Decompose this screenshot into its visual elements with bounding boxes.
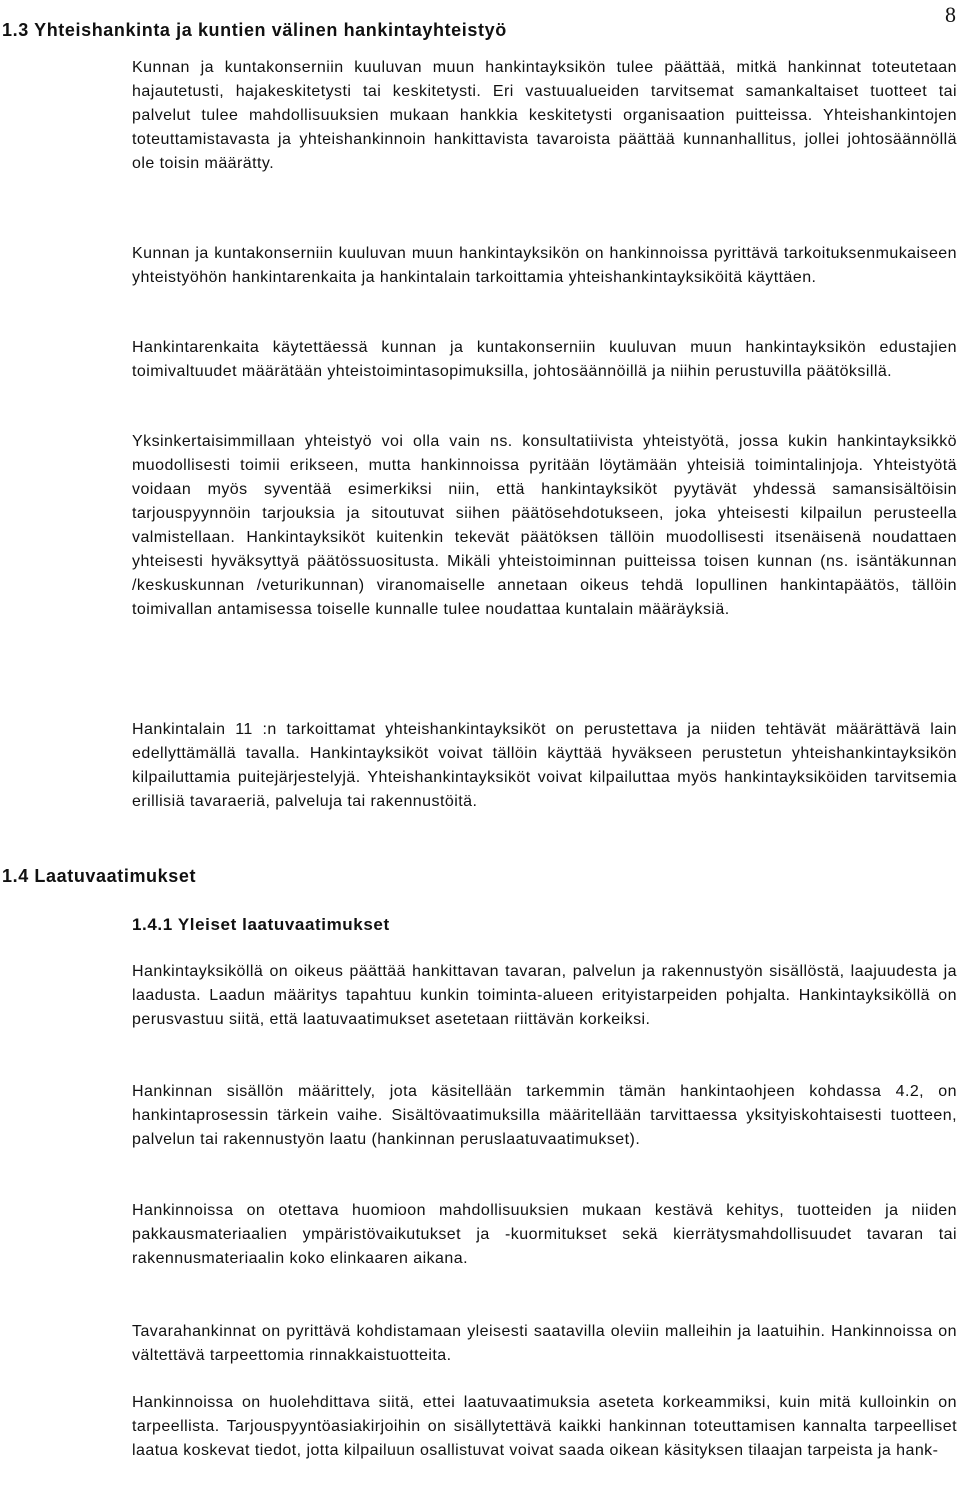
- subsection-heading-1-4-1: 1.4.1 Yleiset laatuvaatimukset: [132, 915, 390, 934]
- paragraph: Tavarahankinnat on pyrittävä kohdistamaan yleisesti saatavilla oleviin malleihin ja laatuihin. Hankinnoissa on vältettävä tarpeettomia rinnakkaistuotteita.: [132, 1323, 957, 1364]
- section-heading-1-3: 1.3 Yhteishankinta ja kuntien välinen hankintayhteistyö: [2, 20, 507, 40]
- paragraph: Hankintayksiköllä on oikeus päättää hankittavan tavaran, palvelun ja rakennustyön sisällöstä, laajuudesta ja laadusta. Laadun määritys tapahtuu kunkin toiminta-alueen erityistarpeiden pohjalta. Hankintayksiköllä on perusvastuu siitä, että laatuvaatimukset asetetaan riittävän korkeiksi.: [132, 963, 957, 1028]
- paragraph: Yksinkertaisimmillaan yhteistyö voi olla vain ns. konsultatiivista yhteistyötä, jossa kukin hankintayksikkö muodollisesti toimii erikseen, mutta hankinnoissa pyritään löytämään yhteisiä toimintalinjoja. Yhteistyötä voidaan myös syventää esimerkiksi niin, että hankintayksiköt pyytävät yhdessä samansisältöisin tarjouspyynnöin tarjouksia ja sitoutuvat siihen päätösehdotukseen, joka yhteisesti kilpailun perusteella valmistellaan. Hankintayksiköt kuitenkin tekevät päätöksen tällöin muodollisesti itsenäisenä noudattaen yhteisesti hyväksyttyä päätössuositusta. Mikäli yhteistoiminnan puitteissa toisen kunnan (ns. isäntäkunnan /keskuskunnan /veturikunnan) viranomaiselle annetaan oikeus tehdä lopullinen hankintapäätös, tällöin toimivallan antamisessa toiselle kunnalle tulee noudattaa kuntalain määräyksiä.: [132, 433, 957, 618]
- paragraph: Kunnan ja kuntakonserniin kuuluvan muun hankintayksikön on hankinnoissa pyrittävä tarkoituksenmukaiseen yhteistyöhön hankintarenkaita ja hankintalain tarkoittamia yhteishankintayksiköitä käyttäen.: [132, 245, 957, 286]
- paragraph: Hankintarenkaita käytettäessä kunnan ja kuntakonserniin kuuluvan muun hankintayksikön edustajien toimivaltuudet määrätään yhteistoimintasopimuksilla, johtosäännöillä ja niihin perustuvilla päätöksillä.: [132, 339, 957, 380]
- paragraph: Hankinnan sisällön määrittely, jota käsitellään tarkemmin tämän hankintaohjeen kohdassa 4.2, on hankintaprosessin tärkein vaihe. Sisältövaatimuksilla määritellään tarvittaessa yksityiskohtaisesti tuotteen, palvelun tai rakennustyön laatu (hankinnan peruslaatuvaatimukset).: [132, 1083, 957, 1148]
- paragraph: Hankinnoissa on huolehdittava siitä, ettei laatuvaatimuksia aseteta korkeammiksi, kuin mitä kulloinkin on tarpeellista. Tarjouspyyntöasiakirjoihin on sisällytettävä kaikki hankinnan toteuttamisen kannalta tarpeelliset laatua koskevat tiedot, jotta kilpailuun osallistuvat voivat saada oikean käsityksen tilaajan tarpeista ja hank-: [132, 1394, 957, 1459]
- paragraph: Kunnan ja kuntakonserniin kuuluvan muun hankintayksikön tulee päättää, mitkä hankinnat toteutetaan hajautetusti, hajakeskitetysti tai keskitetysti. Eri vastuualueiden tarvitsemat samankaltaiset tuotteet tai palvelut tulee mahdollisuuksien mukaan hankkia keskitetysti organisaation puitteissa. Yhteishankintojen toteuttamistavasta ja yhteishankinnoin hankittavista tavaroista päättää kunnanhallitus, jollei johtosäännöllä ole toisin määrätty.: [132, 59, 957, 172]
- section-heading-1-4: 1.4 Laatuvaatimukset: [2, 866, 197, 886]
- page-number: 8: [945, 2, 956, 27]
- paragraph: Hankinnoissa on otettava huomioon mahdollisuuksien mukaan kestävä kehitys, tuotteiden ja niiden pakkausmateriaalien ympäristövaikutukset ja -kuormitukset sekä kierrätysmahdollisuudet tavaran tai rakennusmateriaalin koko elinkaaren aikana.: [132, 1202, 957, 1267]
- paragraph: Hankintalain 11 :n tarkoittamat yhteishankintayksiköt on perustettava ja niiden tehtävät määrättävä lain edellyttämällä tavalla. Hankintayksiköt voivat tällöin käyttää hyväkseen perustetun yhteishankintayksikön kilpailuttamia puitejärjestelyjä. Yhteishankintayksiköt voivat kilpailuttaa myös hankintayksiköiden tarvitsemia erillisiä tavaraeriä, palveluja tai rakennustöitä.: [132, 721, 957, 810]
